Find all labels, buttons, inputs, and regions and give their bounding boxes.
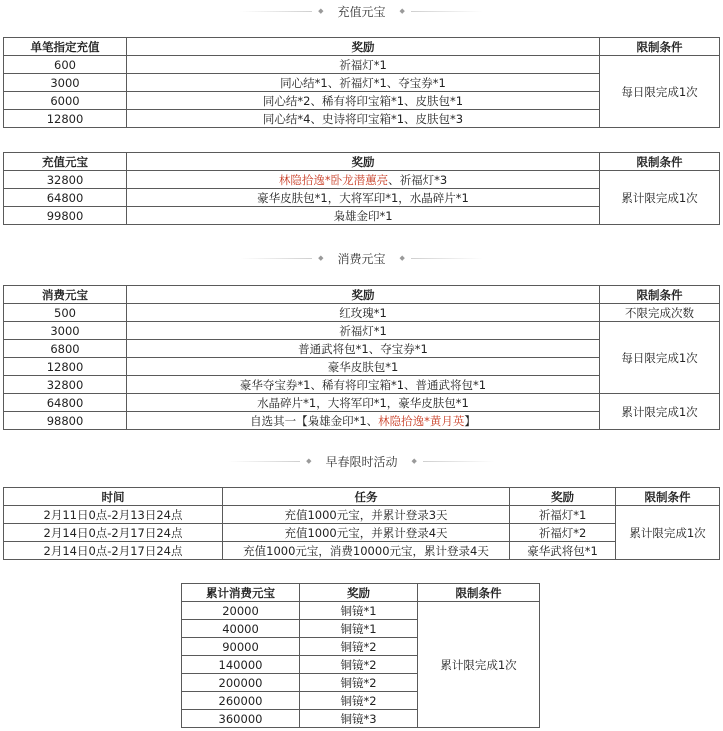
highlight-reward: 林隐拾逸*黄月英: [378, 413, 465, 428]
section-title-spring: [0, 451, 723, 471]
section-title-spend: [0, 248, 723, 268]
header-amount: 单笔指定充值: [4, 38, 127, 56]
header-limit: 限制条件: [418, 584, 540, 602]
header-task: 任务: [223, 488, 510, 506]
diamond-icon: ◆: [306, 456, 312, 465]
amount-cell: 90000: [182, 638, 300, 656]
time-cell: 2月14日0点-2月17日24点: [4, 542, 223, 560]
reward-cell: 豪华皮肤包*1: [127, 358, 600, 376]
header-time: 时间: [4, 488, 223, 506]
task-cell: 充值1000元宝，消费10000元宝，累计登录4天: [223, 542, 510, 560]
header-reward: 奖励: [127, 286, 600, 304]
table-row: [4, 322, 720, 340]
limit-cell: 累计限完成1次: [600, 394, 720, 430]
reward-cell: 普通武将包*1、夺宝券*1: [127, 340, 600, 358]
header-reward: 奖励: [300, 584, 418, 602]
reward-cell: 水晶碎片*1，大将军印*1，豪华皮肤包*1: [127, 394, 600, 412]
section-title-text: 消费元宝: [337, 251, 386, 266]
reward-cell: 铜镜*1: [300, 620, 418, 638]
amount-cell: 360000: [182, 710, 300, 728]
header-amount: 充值元宝: [4, 153, 127, 171]
amount-cell: 32800: [4, 171, 127, 189]
amount-cell: 3000: [4, 74, 127, 92]
amount-cell: 200000: [182, 674, 300, 692]
amount-cell: 32800: [4, 376, 127, 394]
limit-cell: 累计限完成1次: [600, 171, 720, 225]
reward-cell: 铜镜*1: [300, 602, 418, 620]
amount-cell: 64800: [4, 394, 127, 412]
reward-text: 】: [464, 413, 476, 428]
reward-cell: 铜镜*2: [300, 674, 418, 692]
reward-cell: 铜镜*2: [300, 638, 418, 656]
amount-cell: 140000: [182, 656, 300, 674]
amount-cell: 260000: [182, 692, 300, 710]
amount-cell: 600: [4, 56, 127, 74]
limit-cell: 每日限完成1次: [600, 56, 720, 128]
amount-cell: 20000: [182, 602, 300, 620]
reward-cell: 豪华夺宝券*1、稀有将印宝箱*1、普通武将包*1: [127, 376, 600, 394]
diamond-icon: ◆: [411, 456, 417, 465]
header-limit: 限制条件: [600, 153, 720, 171]
amount-cell: 6800: [4, 340, 127, 358]
amount-cell: 500: [4, 304, 127, 322]
reward-cell: 同心结*4、史诗将印宝箱*1、皮肤包*3: [127, 110, 600, 128]
total-spend-table: [181, 583, 540, 728]
reward-cell: 铜镜*3: [300, 710, 418, 728]
highlight-reward: 林隐拾逸*卧龙潜蕙亮: [278, 172, 389, 187]
diamond-icon: ◆: [399, 6, 405, 15]
header-limit: 限制条件: [600, 38, 720, 56]
table-row: [4, 56, 720, 74]
reward-cell: 祈福灯*1: [127, 56, 600, 74]
limit-cell: 每日限完成1次: [600, 322, 720, 394]
table-row: [4, 304, 720, 322]
section-title-recharge: [0, 1, 723, 21]
reward-cell: [127, 171, 600, 189]
section-title-text: 早春限时活动: [325, 454, 398, 469]
limit-cell: 累计限完成1次: [418, 602, 540, 728]
diamond-icon: ◆: [399, 253, 405, 262]
header-reward: 奖励: [127, 153, 600, 171]
reward-cell: 祈福灯*1: [510, 506, 616, 524]
amount-cell: 6000: [4, 92, 127, 110]
reward-cell: 同心结*2、稀有将印宝箱*1、皮肤包*1: [127, 92, 600, 110]
reward-cell: 枭雄金印*1: [127, 207, 600, 225]
reward-cell: 铜镜*2: [300, 656, 418, 674]
header-limit: 限制条件: [600, 286, 720, 304]
time-cell: 2月14日0点-2月17日24点: [4, 524, 223, 542]
task-cell: 充值1000元宝，并累计登录4天: [223, 524, 510, 542]
table-header-row: [182, 584, 540, 602]
task-cell: 充值1000元宝，并累计登录3天: [223, 506, 510, 524]
reward-text: 、祈福灯*3: [388, 172, 448, 187]
amount-cell: 64800: [4, 189, 127, 207]
amount-cell: 12800: [4, 358, 127, 376]
reward-cell: 祈福灯*1: [127, 322, 600, 340]
diamond-icon: ◆: [318, 253, 324, 262]
reward-cell: 豪华武将包*1: [510, 542, 616, 560]
section-title-text: 充值元宝: [337, 4, 386, 19]
amount-cell: 99800: [4, 207, 127, 225]
reward-cell: 祈福灯*2: [510, 524, 616, 542]
limit-cell: 不限完成次数: [600, 304, 720, 322]
table-row: [4, 506, 720, 524]
table-row: [4, 524, 720, 542]
table-header-row: [4, 38, 720, 56]
amount-cell: 98800: [4, 412, 127, 430]
table-row: [4, 394, 720, 412]
amount-cell: 3000: [4, 322, 127, 340]
reward-cell: [127, 412, 600, 430]
header-limit: 限制条件: [616, 488, 720, 506]
diamond-icon: ◆: [318, 6, 324, 15]
reward-cell: 豪华皮肤包*1，大将军印*1，水晶碎片*1: [127, 189, 600, 207]
table-row: [4, 542, 720, 560]
reward-cell: 同心结*1、祈福灯*1、夺宝券*1: [127, 74, 600, 92]
reward-text: 自选其一【枭雄金印*1、: [250, 413, 379, 428]
amount-cell: 40000: [182, 620, 300, 638]
spend-table: [3, 285, 720, 430]
reward-cell: 铜镜*2: [300, 692, 418, 710]
table-header-row: [4, 153, 720, 171]
cumulative-recharge-table: [3, 152, 720, 225]
header-amount: 累计消费元宝: [182, 584, 300, 602]
amount-cell: 12800: [4, 110, 127, 128]
header-reward: 奖励: [510, 488, 616, 506]
table-row: [182, 602, 540, 620]
header-reward: 奖励: [127, 38, 600, 56]
limit-cell: 累计限完成1次: [616, 506, 720, 560]
reward-cell: 红玫瑰*1: [127, 304, 600, 322]
table-row: [4, 171, 720, 189]
time-cell: 2月11日0点-2月13日24点: [4, 506, 223, 524]
single-recharge-table: [3, 37, 720, 128]
table-header-row: [4, 286, 720, 304]
spring-event-table: [3, 487, 720, 560]
header-amount: 消费元宝: [4, 286, 127, 304]
table-header-row: [4, 488, 720, 506]
